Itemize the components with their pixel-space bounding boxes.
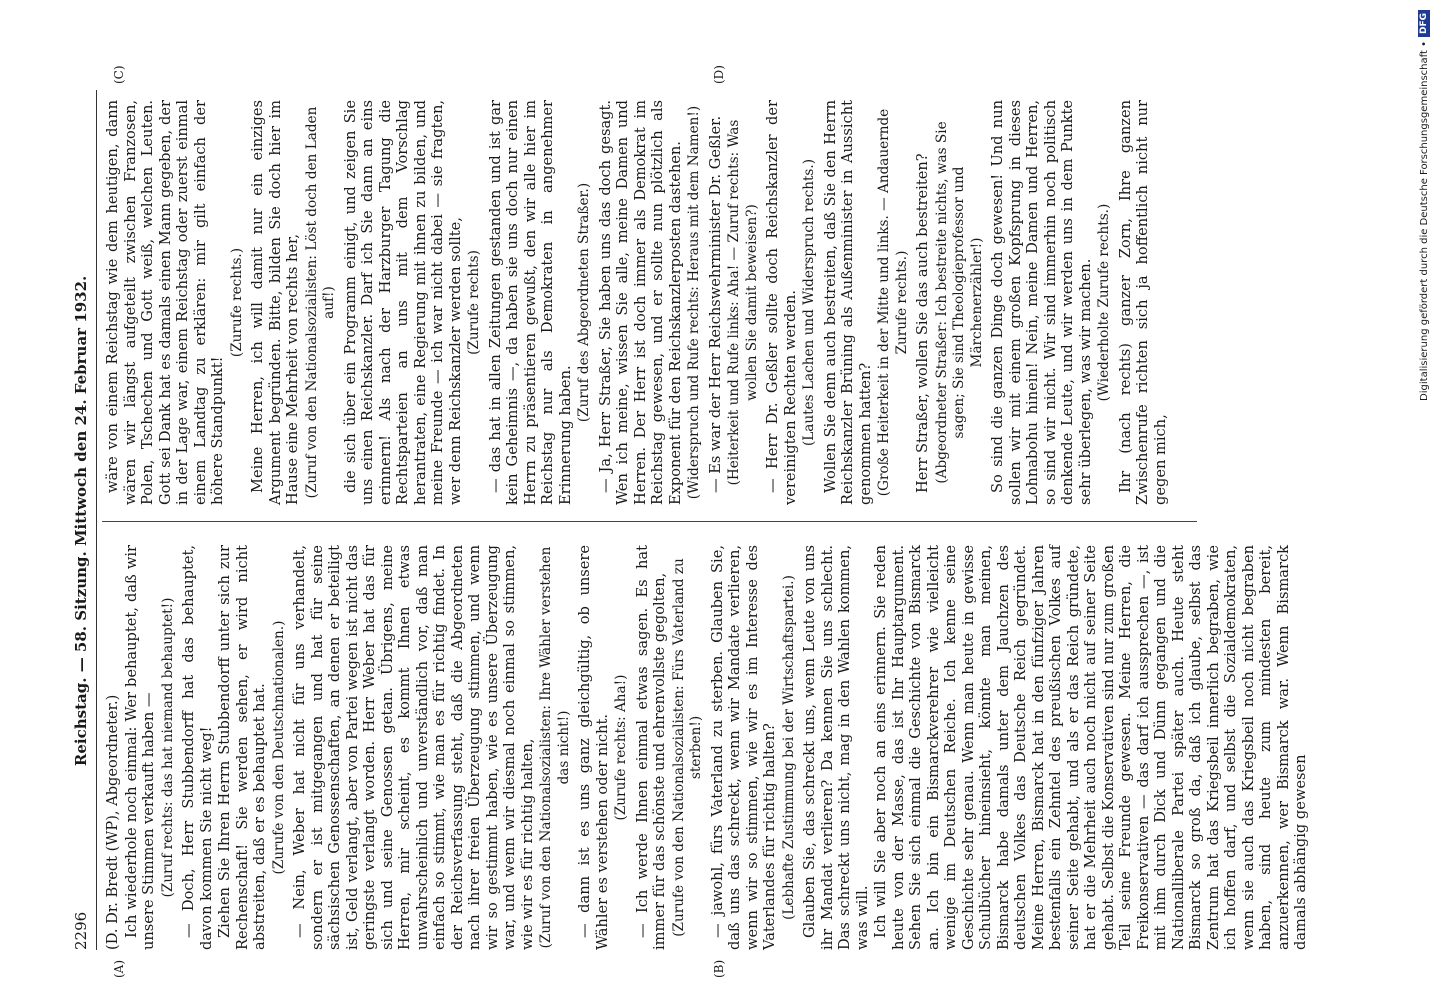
paragraph: Meine Herren, ich will damit nur ein einziges Argument begründen. Bitte, bilden Sie doch hier im Hause eine Mehrheit von rechts her,: [249, 100, 301, 505]
paragraph: — Doch, Herr Stubbendorff hat das behauptet, davon kommen Sie nicht weg!: [180, 545, 215, 950]
margin-mark-b: (B): [712, 959, 726, 978]
page-number: 2296: [72, 911, 90, 950]
footer-strip: [1418, 10, 1438, 990]
margin-mark-d: (D): [712, 65, 726, 84]
paragraph: Glauben Sie, das schreckt uns, wenn Leute von uns ihr Mandat verlieren? Da kennen Sie uns schlecht. Das schreckt uns nicht, mag in den Wahlen kommen, was will.: [801, 545, 871, 950]
interjection: (Zuruf von den Nationalsozialisten: Ihre Wähler verstehen das nicht!): [538, 546, 572, 949]
interjection: (Große Heiterkeit in der Mitte und links. — Andauernde Zurufe rechts.): [876, 108, 910, 497]
margin-mark-a: (A): [112, 959, 126, 978]
interjection: (Zuruf von den Nationalsozialisten: Löst doch den Laden auf!): [303, 106, 337, 499]
paragraph: So sind die ganzen Dinge doch gewesen! Und nun sollen wir mit einem großen Kopfsprung in dieses Lohnabohu hinein! Nein, meine Damen und Herren, so sind wir nicht. Wir sind immerhin noch politisch denkende Leute, und wir werden uns in dem Punkte sehr überlegen, was wir machen.: [989, 100, 1094, 505]
paragraph: wäre von einem Reichstag wie dem heutigen, dann wären wir längst aufgeteilt zwischen Franzosen, Polen, Tschechen und Gott weiß, welchen Leuten. Gott sei Dank hat es damals einen Mann gegeben, der in der Lage war, einem Reichstag oder zuerst einmal einem Landtag zu erklären: mir gilt einfach der höhere Standpunkt!: [104, 100, 226, 505]
paragraph: — Ich werde Ihnen einmal etwas sagen. Es hat immer für das schönste und ehrenvollste gegolten,: [633, 545, 668, 950]
right-column: [104, 100, 1194, 505]
interjection: (Zuruf rechts: das hat niemand behauptet!): [159, 597, 176, 898]
paragraph: die sich über ein Programm einigt, und zeigen Sie uns einen Reichskanzler. Darf ich Sie dann an eins erinnern! Als nach der Harzburger Tagung die Rechtsparteien an uns mit dem Vorschlag herantraten, eine Regierung mit ihnen zu bilden, und meine Freunde — ich war nicht dabei — sie fragten, wer denn Reichskanzler werden sollte,: [341, 100, 464, 505]
interjection: (Lebhafte Zustimmung bei der Wirtschaftspartei.): [780, 575, 797, 920]
interjection: (Zurufe rechts: Aha!): [613, 674, 629, 821]
dfg-logo: DFG: [1418, 10, 1430, 37]
interjection: (Zurufe rechts): [466, 250, 482, 355]
interjection: (Heiterkeit und Rufe links: Aha! — Zuruf rechts: Was wollen Sie damit beweisen?): [726, 119, 760, 486]
paragraph: — dann ist es uns ganz gleichgültig, ob unsere Wähler es verstehen oder nicht.: [576, 545, 611, 950]
page-header: [72, 90, 97, 950]
interjection: (Wiederholte Zurufe rechts.): [1096, 203, 1112, 402]
paragraph: — Herr Dr. Geßler sollte doch Reichskanzler der vereinigten Rechten werden.: [764, 100, 799, 505]
interjection: (Zurufe von den Deutschnationalen.): [270, 620, 287, 875]
left-column: [104, 545, 1309, 950]
paragraph: Ich will Sie aber noch an eins erinnern. Sie reden heute von der Masse, das ist Ihr Hauptargument. Sehen Sie sich einmal die Geschichte von Bismarck an. Ich bin ein Bismarckverehrer wie vielleicht wenige im Deutschen Reiche. Ich kenne seine Geschichte sehr genau. Wenn man heute in gewisse Schulbücher hineinsieht, könnte man meinen, Bismarck habe damals unter dem Jauchzen des deutschen Volkes das Deutsche Reich gegründet. Meine Herren, Bismarck hat in den fünfziger Jahren bestenfalls ein Zehntel des preußischen Volkes auf seiner Seite gehabt, und als er das Reich gründete, hat er die Mehrheit auch noch nicht auf seiner Seite gehabt. Selbst die Konservativen sind nur zum großen Teil seine Freunde gewesen. Meine Herren, die Freikonservativen — das darf ich aussprechen —, ist mit ihm durch Dick und Dünn gegangen und die Nationalliberale Partei später auch. Heute steht Bismarck so groß da, daß ich glaube, selbst das Zentrum hat das Kriegsbeil innerlich begraben, wie ich hoffen darf, und selbst die Sozialdemokraten, wenn sie auch das Kriegsbeil noch nicht begraben haben, sind heute zum mindesten bereit, anzuerkennen, wer Bismarck war. Wenn Bismarck damals abhängig gewesen: [872, 545, 1309, 950]
speaker-line: (D. Dr. Bredt (WP), Abgeordneter.): [104, 694, 121, 950]
interjection: (Zurufe rechts.): [228, 247, 245, 358]
interjection: (Widerspruch und Rufe rechts: Heraus mit dem Namen!): [686, 105, 702, 500]
paragraph: — Es war der Herr Reichswehrminister Dr. Geßler.: [706, 115, 724, 493]
column-divider: [102, 521, 1197, 522]
paragraph: Herr Straßer, wollen Sie das auch bestreiten?: [914, 153, 931, 493]
paragraph: — das hat in allen Zeitungen gestanden und ist gar kein Geheimnis —, da haben sie uns doch nur einen Herrn zu präsentieren gewußt, den wir alle hier im Reichstag nur als Demokraten in angenehmer Erinnerung haben.: [486, 100, 574, 505]
footer-credit: Digitalisierung gefördert durch die Deutsche Forschungsgemeinschaft •: [1418, 41, 1430, 401]
paragraph: Ich wiederhole noch einmal: Wer behauptet, daß wir unsere Stimmen verkauft haben —: [122, 545, 157, 950]
interjection: (Lautes Lachen und Widerspruch rechts.): [801, 158, 817, 447]
paragraph: Ihr (nach rechts) ganzer Zorn, Ihre ganzen Zwischenrufe richten sich ja hoffentlich nicht nur gegen mich,: [1116, 100, 1169, 505]
paragraph: — jawohl, fürs Vaterland zu sterben. Glauben Sie, daß uns das schreckt, wenn wir Mandate verlieren, wenn wir so stimmen, wie wir es im Interesse des Vaterlandes für richtig halten?: [708, 545, 778, 950]
paragraph: — Ja, Herr Straßer, Sie haben uns das doch gesagt. Wen ich meine, wissen Sie alle, meine Damen und Herren. Der Herr ist doch immer als Demokrat im Reichstag gewesen, und er sollte nun plötzlich als Exponent für den Reichskanzlerposten dastehen.: [596, 100, 684, 505]
paragraph: — Nein, Weber hat nicht für uns verhandelt, sondern er ist mitgegangen und hat für seine sächsischen Genossenschaften, an denen er beteiligt ist, Geld verlangt, aber von Partei wegen ist nicht das geringste verlangt worden. Herr Weber hat das für sich und seine Genossen getan. Übrigens, meine Herren, mir scheint, es kommt Ihnen etwas unwahrscheinlich und unverständlich vor, daß man einfach so stimmt, wie man es für richtig findet. In der Reichsverfassung steht, daß die Abgeordneten nach ihrer freien Überzeugung stimmen, und wenn wir so gestimmt haben, wie es unsere Überzeugung war, und wenn wir diesmal noch einmal so stimmen, wie wir es für richtig halten,: [291, 545, 536, 950]
paragraph: Ziehen Sie Ihren Herrn Stubbendorff unter sich zur Rechenschaft! Sie werden sehen, er wird nicht abstreiten, daß er es behauptet hat.: [216, 545, 268, 950]
interjection: (Zuruf des Abgeordneten Straßer.): [576, 182, 592, 423]
interjection: (Zurufe von den Nationalsozialisten: Fürs Vaterland zu sterben!): [670, 558, 704, 937]
page-title: Reichstag. — 58. Sitzung. Mittwoch den 24. Februar 1932.: [72, 275, 90, 767]
rotated-page: [72, 65, 1309, 978]
interjection: (Abgeordneter Straßer: Ich bestreite nichts, was Sie sagen; Sie sind Theologieprofessor und Märchenerzähler!): [933, 121, 985, 484]
paragraph: Wollen Sie denn auch bestreiten, daß Sie den Herrn Reichskanzler Brüning als Außenminister in Aussicht genommen hatten?: [821, 100, 874, 505]
margin-mark-c: (C): [112, 65, 126, 84]
